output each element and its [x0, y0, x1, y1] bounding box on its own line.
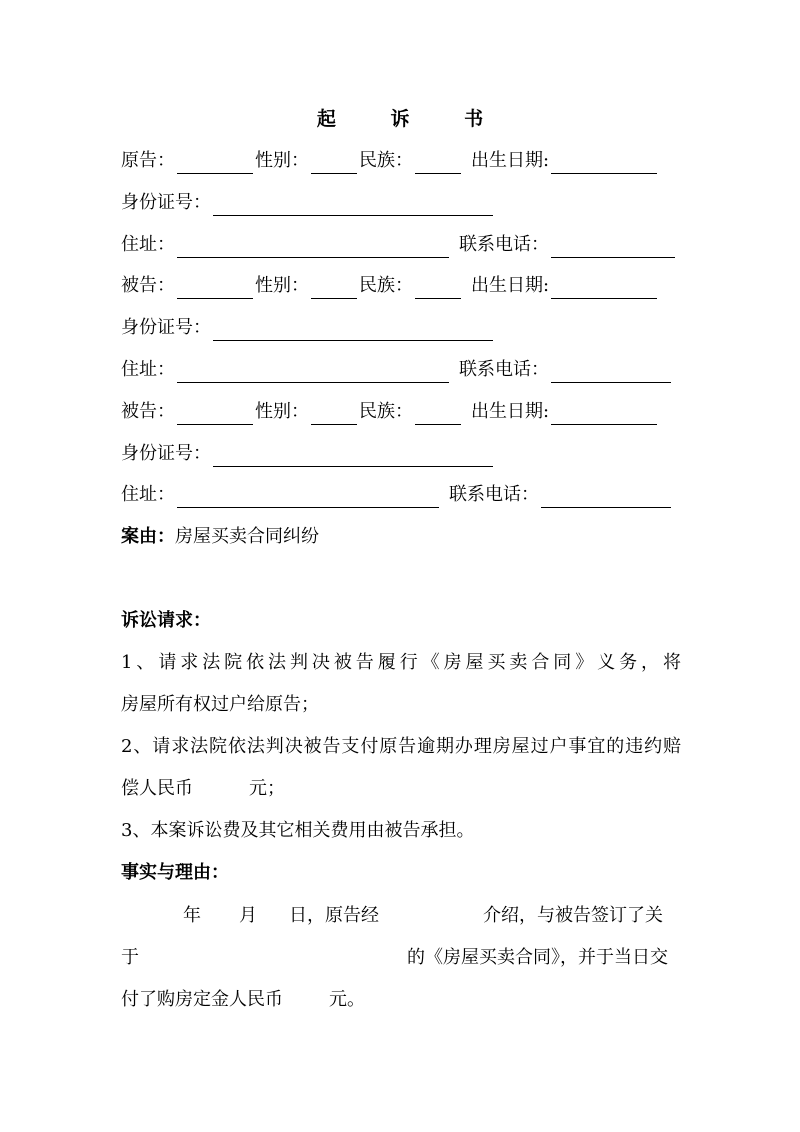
address-label: 住址：	[121, 234, 175, 255]
plaintiff-address-row	[121, 232, 677, 258]
plaintiff-phone-blank[interactable]	[551, 237, 675, 258]
address-label: 住址：	[121, 484, 175, 505]
phone-label: 联系电话：	[459, 359, 549, 380]
birth-blank[interactable]	[551, 278, 657, 299]
defendant1-row	[121, 273, 659, 299]
claims-heading: 诉讼请求：	[121, 610, 211, 631]
facts-yuan: 元。	[329, 989, 365, 1010]
gender-label: 性别：	[255, 401, 309, 422]
facts-about: 于	[121, 947, 139, 968]
claim-2-unit: 元；	[249, 778, 285, 799]
gender-blank[interactable]	[311, 404, 357, 425]
claim-1-line-2: 房屋所有权过户给原告；	[121, 694, 319, 715]
facts-line-3	[121, 987, 681, 1013]
defendant-label: 被告：	[121, 401, 175, 422]
defendant-label: 被告：	[121, 275, 175, 296]
id-label: 身份证号：	[121, 317, 211, 338]
defendant1-address-row	[121, 357, 673, 383]
facts-heading: 事实与理由：	[121, 862, 229, 883]
birth-label: 出生日期:	[471, 275, 550, 296]
address-label: 住址：	[121, 359, 175, 380]
defendant2-id-row	[121, 441, 495, 467]
birth-blank[interactable]	[551, 153, 657, 174]
facts-line-1	[121, 903, 681, 929]
cause-label: 案由：	[121, 526, 175, 547]
plaintiff-row	[121, 148, 659, 174]
birth-label: 出生日期:	[471, 401, 550, 422]
defendant1-address-blank[interactable]	[177, 362, 449, 383]
facts-line-2	[121, 945, 681, 971]
id-label: 身份证号：	[121, 443, 211, 464]
plaintiff-address-blank[interactable]	[177, 237, 449, 258]
facts-day: 日，原告经	[289, 905, 379, 926]
plaintiff-name-blank[interactable]	[177, 153, 253, 174]
defendant2-row	[121, 399, 659, 425]
birth-blank[interactable]	[551, 404, 657, 425]
defendant2-address-blank[interactable]	[177, 487, 439, 508]
defendant1-phone-blank[interactable]	[551, 362, 671, 383]
defendant2-id-blank[interactable]	[213, 446, 493, 467]
claim-3: 3、本案诉讼费及其它相关费用由被告承担。	[121, 820, 475, 841]
defendant2-phone-blank[interactable]	[541, 487, 671, 508]
plaintiff-id-row	[121, 190, 495, 216]
gender-blank[interactable]	[311, 278, 357, 299]
facts-intro: 介绍，与被告签订了关	[483, 905, 663, 926]
ethnicity-label: 民族：	[359, 401, 413, 422]
claim-1-line-1: 1、请求法院依法判决被告履行《房屋买卖合同》义务，将	[121, 652, 681, 673]
plaintiff-label: 原告：	[121, 150, 175, 171]
gender-blank[interactable]	[311, 153, 357, 174]
facts-deposit: 付了购房定金人民币	[121, 989, 283, 1010]
ethnicity-blank[interactable]	[415, 278, 461, 299]
defendant2-name-blank[interactable]	[177, 404, 253, 425]
document-title: 起 诉 书	[316, 108, 508, 130]
cause-value: 房屋买卖合同纠纷	[175, 526, 319, 547]
plaintiff-id-blank[interactable]	[213, 195, 493, 216]
ethnicity-blank[interactable]	[415, 153, 461, 174]
id-label: 身份证号：	[121, 192, 211, 213]
claim-2-currency: 偿人民币	[121, 778, 193, 799]
ethnicity-label: 民族：	[359, 275, 413, 296]
phone-label: 联系电话：	[459, 234, 549, 255]
claim-2-line-1: 2、请求法院依法判决被告支付原告逾期办理房屋过户事宜的违约赔	[121, 736, 681, 757]
defendant1-name-blank[interactable]	[177, 278, 253, 299]
gender-label: 性别：	[255, 275, 309, 296]
defendant2-address-row	[121, 482, 673, 508]
defendant1-id-blank[interactable]	[213, 320, 493, 341]
phone-label: 联系电话：	[449, 484, 539, 505]
gender-label: 性别：	[255, 150, 309, 171]
facts-month: 月	[239, 905, 257, 926]
birth-label: 出生日期:	[471, 150, 550, 171]
ethnicity-label: 民族：	[359, 150, 413, 171]
ethnicity-blank[interactable]	[415, 404, 461, 425]
defendant1-id-row	[121, 315, 495, 341]
claim-2-line-2	[121, 776, 681, 802]
facts-year: 年	[183, 905, 201, 926]
cause-row	[121, 524, 319, 550]
facts-contract: 的《房屋买卖合同》，并于当日交	[407, 947, 668, 968]
